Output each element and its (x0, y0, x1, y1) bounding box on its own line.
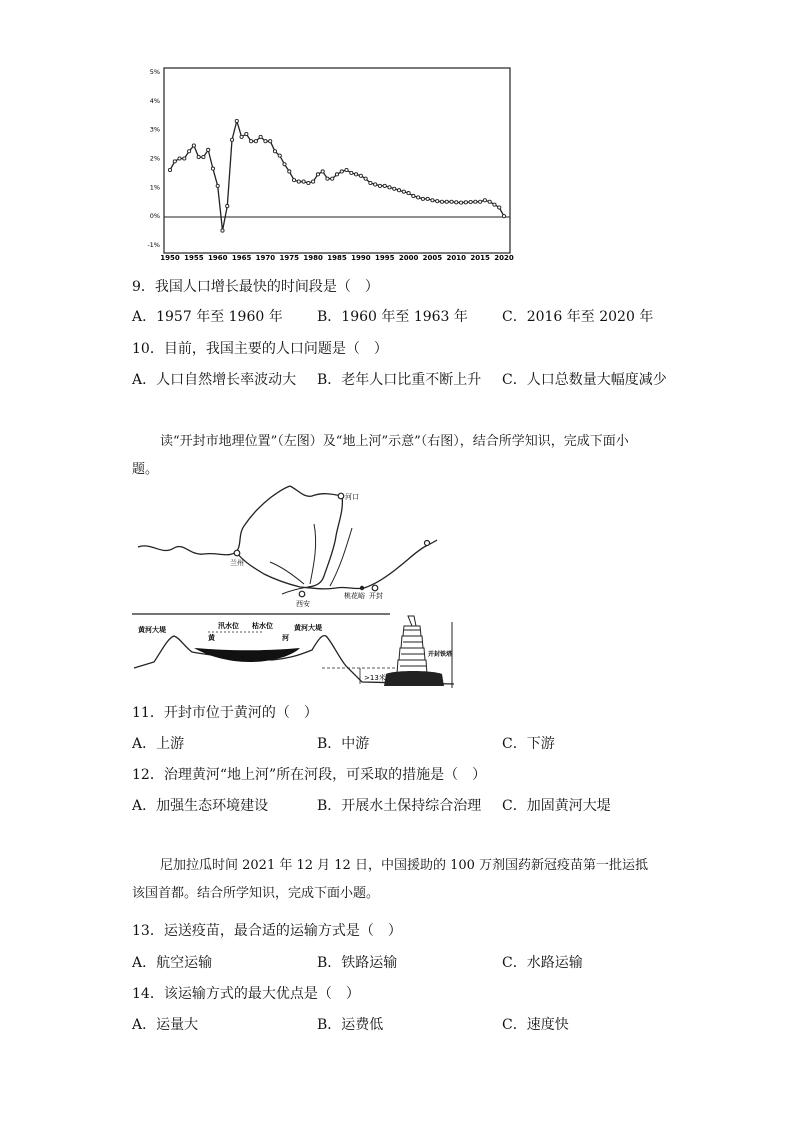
data-point (469, 200, 472, 203)
question-14-option-c[interactable]: C．速度快 (502, 1017, 569, 1033)
question-14-stem: 14．该运输方式的最大优点是（ ） (132, 986, 360, 1002)
lanzhou-marker (234, 550, 240, 556)
data-point (388, 186, 391, 189)
question-14-option-b[interactable]: B．运费低 (317, 1017, 384, 1033)
elevated-river-section (132, 612, 454, 690)
data-point (250, 140, 253, 143)
label-left-levee: 黄河大堤 (138, 626, 166, 634)
data-point (211, 167, 214, 170)
data-point (187, 150, 190, 153)
data-point (498, 206, 501, 209)
question-10-option-b[interactable]: B．老年人口比重不断上升 (317, 372, 482, 388)
data-point (412, 194, 415, 197)
data-point (321, 170, 324, 173)
tributary-path (270, 524, 352, 594)
x-tick-label: 1960 (207, 254, 228, 262)
x-tick-label: 1950 (160, 254, 180, 262)
data-point (335, 173, 338, 176)
question-9-option-a[interactable]: A．1957 年至 1960 年 (132, 309, 283, 325)
data-point (273, 150, 276, 153)
data-point (407, 192, 410, 195)
data-point (426, 197, 429, 200)
data-point (393, 187, 396, 190)
x-tick-label: 1985 (327, 254, 347, 262)
data-point (168, 168, 171, 171)
data-point (474, 200, 477, 203)
question-12-option-a[interactable]: A．加强生态环境建设 (132, 798, 269, 814)
x-tick-label: 1965 (231, 254, 252, 262)
question-9-stem: 9．我国人口增长最快的时间段是（ ） (132, 279, 379, 295)
question-11-option-b[interactable]: B．中游 (317, 736, 370, 752)
xian-marker (299, 591, 305, 597)
data-point (431, 199, 434, 202)
question-10-option-c[interactable]: C．人口总数量大幅度减少 (502, 372, 667, 388)
data-point (178, 157, 181, 160)
question-10-stem: 10．目前，我国主要的人口问题是（ ） (132, 341, 388, 357)
data-point (288, 170, 291, 173)
y-tick-label: 4% (149, 96, 160, 105)
question-12-stem: 12．治理黄河“地上河”所在河段，可采取的措施是（ ） (132, 767, 487, 783)
data-point (493, 203, 496, 206)
data-point (459, 201, 462, 204)
data-point (264, 140, 267, 143)
data-point (316, 173, 319, 176)
data-point (445, 200, 448, 203)
data-point (421, 197, 424, 200)
data-point (364, 177, 367, 180)
yellow-river-path (138, 486, 437, 589)
question-12-option-c[interactable]: C．加固黄河大堤 (502, 798, 611, 814)
data-point (383, 184, 386, 187)
data-point (440, 200, 443, 203)
question-11-stem: 11．开封市位于黄河的（ ） (132, 705, 318, 721)
estuary-marker (425, 541, 430, 546)
x-tick-label: 1990 (351, 254, 371, 262)
data-point (245, 132, 248, 135)
x-tick-label: 1975 (279, 254, 300, 262)
label-kaifeng: 开封 (369, 592, 383, 600)
data-point (354, 173, 357, 176)
label-lanzhou: 兰州 (230, 559, 244, 567)
data-point (417, 196, 420, 199)
label-char-left: 黄 (208, 634, 215, 642)
passage-kaifeng: 读“开封市地理位置”（左图）及“地上河”示意”（右图），结合所学知识，完成下面小题。 (132, 434, 629, 477)
question-13-option-c[interactable]: C．水路运输 (502, 955, 583, 971)
data-point (455, 201, 458, 204)
data-point (240, 135, 243, 138)
label-height: >13米 (364, 674, 386, 682)
data-point (378, 184, 381, 187)
data-point (307, 181, 310, 184)
y-tick-label: 2% (149, 154, 160, 163)
data-point (326, 177, 329, 180)
label-tower: 开封铁塔 (428, 651, 453, 658)
population-growth-chart (130, 62, 520, 267)
question-9-option-b[interactable]: B．1960 年至 1963 年 (317, 309, 468, 325)
data-point (216, 184, 219, 187)
data-point (221, 229, 224, 232)
data-point (235, 119, 238, 122)
label-flood-level: 汛水位 (218, 622, 239, 630)
data-point (464, 201, 467, 204)
data-point (450, 200, 453, 203)
y-tick-label: 5% (149, 68, 160, 76)
data-point (192, 144, 195, 147)
data-point (340, 170, 343, 173)
data-point (292, 179, 295, 182)
x-tick-label: 1980 (303, 254, 323, 262)
x-tick-label: 1970 (255, 254, 276, 262)
x-tick-label: 2000 (398, 254, 419, 262)
data-point (278, 154, 281, 157)
data-point (350, 171, 353, 174)
data-point (359, 174, 362, 177)
data-point (269, 140, 272, 143)
data-point (374, 183, 377, 186)
label-hekou: 河口 (345, 493, 359, 501)
question-11-option-c[interactable]: C．下游 (502, 736, 555, 752)
kaifeng-location-map (132, 484, 447, 609)
question-10-option-a[interactable]: A．人口自然增长率波动大 (132, 372, 297, 388)
passage-vaccine: 尼加拉瓜时间 2021 年 12 月 12 日，中国援助的 100 万剂国药新冠疫苗第一批运抵该国首都。结合所学知识，完成下面小题。 (132, 858, 649, 901)
data-point (369, 181, 372, 184)
data-point (230, 138, 233, 141)
question-9-option-c[interactable]: C．2016 年至 2020 年 (502, 309, 654, 325)
data-point (345, 168, 348, 171)
hekou-marker (338, 493, 344, 499)
label-xian: 西安 (296, 600, 310, 608)
data-point (297, 180, 300, 183)
data-point (254, 140, 257, 143)
y-tick-label: 3% (149, 125, 160, 134)
x-tick-label: 2015 (470, 254, 490, 262)
data-point (402, 190, 405, 193)
data-point (202, 155, 205, 158)
data-point (479, 200, 482, 203)
data-point (283, 163, 286, 166)
question-12-option-b[interactable]: B．开展水土保持综合治理 (317, 798, 482, 814)
section-river-water (194, 648, 300, 662)
question-13-option-b[interactable]: B．铁路运输 (317, 955, 398, 971)
label-low-level: 枯水位 (252, 622, 273, 630)
data-point (483, 199, 486, 202)
label-taohuayu: 桃花峪 (344, 592, 365, 600)
kaifeng-marker (372, 585, 378, 591)
data-point (312, 180, 315, 183)
data-point (302, 180, 305, 183)
chart-frame (164, 68, 510, 253)
label-char-right: 河 (282, 634, 289, 642)
x-tick-label: 2005 (422, 254, 443, 262)
data-point (197, 155, 200, 158)
x-tick-label: 2020 (494, 254, 514, 262)
question-13-option-a[interactable]: A．航空运输 (132, 955, 213, 971)
y-tick-label: 0% (149, 212, 160, 221)
data-point (488, 200, 491, 203)
question-14-option-a[interactable]: A．运量大 (132, 1017, 199, 1033)
data-point (331, 177, 334, 180)
y-tick-label: -1% (147, 241, 160, 249)
question-13-stem: 13．运送疫苗，最合适的运输方式是（ ） (132, 923, 402, 939)
data-point (226, 204, 229, 207)
question-11-option-a[interactable]: A．上游 (132, 736, 185, 752)
data-point (397, 189, 400, 192)
label-right-levee: 黄河大堤 (294, 624, 322, 632)
y-tick-label: 1% (149, 183, 160, 192)
data-point (259, 135, 262, 138)
data-point (502, 215, 505, 218)
x-tick-label: 1955 (184, 254, 204, 262)
data-point (173, 160, 176, 163)
data-point (436, 200, 439, 203)
taohuayu-marker (360, 586, 364, 590)
x-tick-label: 2010 (446, 254, 467, 262)
data-point (207, 148, 210, 151)
data-point (183, 157, 186, 160)
x-tick-label: 1995 (374, 254, 395, 262)
